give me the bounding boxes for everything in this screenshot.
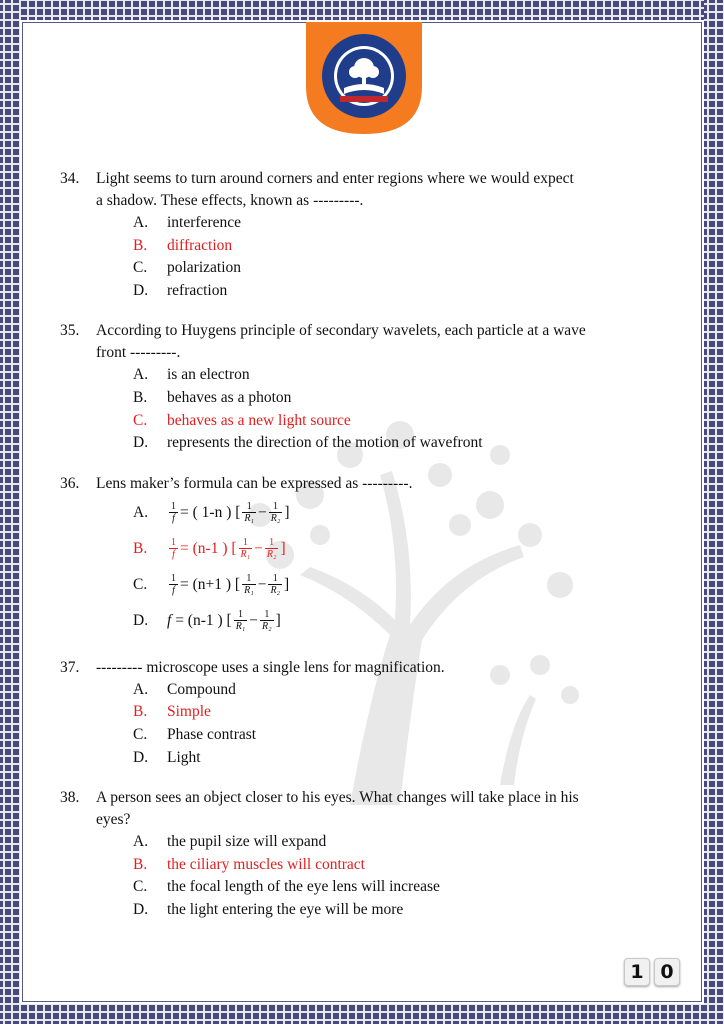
option-d: D. refraction — [133, 281, 228, 299]
question-36 — [60, 473, 660, 639]
question-stem-cont: a shadow. These effects, known as ---------. — [96, 192, 364, 209]
page-number-digit: 0 — [654, 958, 680, 986]
option-d: D. Light — [133, 748, 201, 766]
option-a: A. is an electron — [133, 366, 250, 384]
question-38 — [60, 787, 660, 921]
option-d: D. the light entering the eye will be more — [133, 900, 404, 918]
page-border-right — [704, 0, 724, 1024]
question-stem-cont: front ---------. — [96, 344, 181, 362]
question-list — [60, 168, 660, 940]
page-border-left — [0, 0, 20, 1024]
page-number — [624, 958, 680, 986]
option-c: C. polarization — [133, 259, 242, 277]
question-stem: Light seems to turn around corners and enter regions where we would expect — [96, 170, 574, 187]
question-stem: According to Huygens principle of secondary wavelets, each particle at a wave — [96, 322, 586, 340]
question-number: 36. — [60, 474, 80, 492]
option-b-answer: B. $\frac{1}{f}$ = (n-1 ) [ $\frac{1}{\text{R₁}}$ − $\frac{1}{\text{R₂}}$ ] — [133, 537, 286, 561]
option-b: B. behaves as a photon — [133, 388, 292, 406]
option-a: A. interference — [133, 214, 241, 231]
question-number: 37. — [60, 658, 80, 676]
page-number-digit: 1 — [624, 958, 650, 986]
option-d: D. f = (n-1 ) [ $\frac{1}{\text{R₁}}$ − $\frac{1}{\text{R₂}}$ ] — [133, 609, 281, 633]
option-c: C. Phase contrast — [133, 725, 257, 743]
question-stem: A person sees an object closer to his eyes. What changes will take place in his — [96, 789, 579, 807]
page-border-top — [0, 0, 724, 20]
question-stem: Lens maker’s formula can be expressed as ---------. — [96, 474, 413, 492]
option-c: C. the focal length of the eye lens will increase — [133, 878, 440, 896]
option-a: A. the pupil size will expand — [133, 833, 327, 851]
option-a: A. $\frac{1}{f}$ = ( 1-n ) [ $\frac{1}{\text{R₁}}$ − $\frac{1}{\text{R₂}}$ ] — [133, 501, 290, 525]
option-c: C. $\frac{1}{f}$ = (n+1 ) [ $\frac{1}{\text{R₁}}$ − $\frac{1}{\text{R₂}}$ ] — [133, 573, 290, 597]
school-logo — [306, 22, 422, 134]
question-number: 34. — [60, 170, 80, 187]
option-a: A. Compound — [133, 680, 236, 698]
page-border-bottom — [0, 1004, 724, 1024]
question-stem: --------- microscope uses a single lens for magnification. — [96, 658, 445, 676]
option-d: D. represents the direction of the motion of wavefront — [133, 434, 483, 452]
question-37 — [60, 657, 660, 769]
option-b-answer: B. the ciliary muscles will contract — [133, 855, 365, 873]
question-stem-cont: eyes? — [96, 811, 131, 829]
question-34 — [60, 168, 660, 302]
option-b-answer: B. diffraction — [133, 236, 233, 254]
question-number: 38. — [60, 789, 80, 807]
question-number: 35. — [60, 322, 80, 340]
question-35 — [60, 320, 660, 454]
option-b-answer: B. Simple — [133, 703, 211, 721]
option-c-answer: C. behaves as a new light source — [133, 411, 351, 429]
